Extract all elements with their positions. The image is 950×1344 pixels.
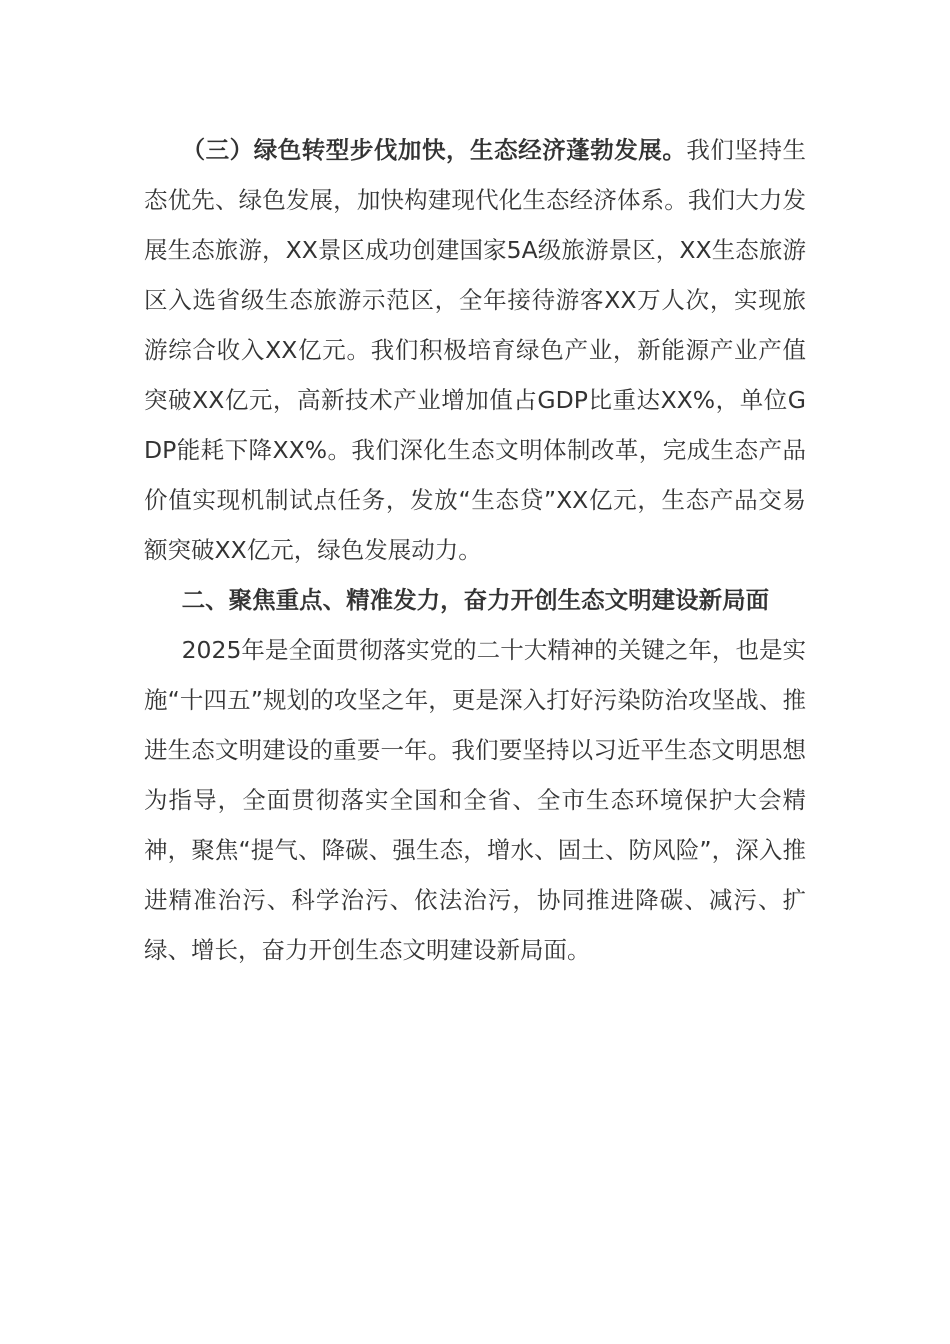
section-body: 我们坚持生态优先、绿色发展，加快构建现代化生态经济体系。我们大力发展生态旅游，XX景区成功创建国家5A级旅游景区，XX生态旅游区入选省级生态旅游示范区，全年接待游客XX万人次，实现旅游综合收入XX亿元。我们积极培育绿色产业，新能源产业产值突破XX亿元，高新技术产业增加值占GDP比重达XX%，单位GDP能耗下降XX%。我们深化生态文明体制改革，完成生态产品价值实现机制试点任务，发放“生态贷”XX亿元，生态产品交易额突破XX亿元，绿色发展动力。 — [144, 136, 807, 564]
document-page — [144, 125, 806, 975]
intro-paragraph: 2025年是全面贯彻落实党的二十大精神的关键之年，也是实施“十四五”规划的攻坚之年，更是深入打好污染防治攻坚战、推进生态文明建设的重要一年。我们要坚持以习近平生态文明思想为指导，全面贯彻落实全国和全省、全市生态环境保护大会精神，聚焦“提气、降碳、强生态，增水、固土、防风险”，深入推进精准治污、科学治污、依法治污，协同推进降碳、减污、扩绿、增长，奋力开创生态文明建设新局面。 — [144, 636, 806, 964]
section-paragraph — [144, 125, 806, 575]
section-heading: 二、聚焦重点、精准发力，奋力开创生态文明建设新局面 — [181, 586, 770, 614]
section-lead: （三）绿色转型步伐加快，生态经济蓬勃发展。 — [181, 136, 687, 164]
